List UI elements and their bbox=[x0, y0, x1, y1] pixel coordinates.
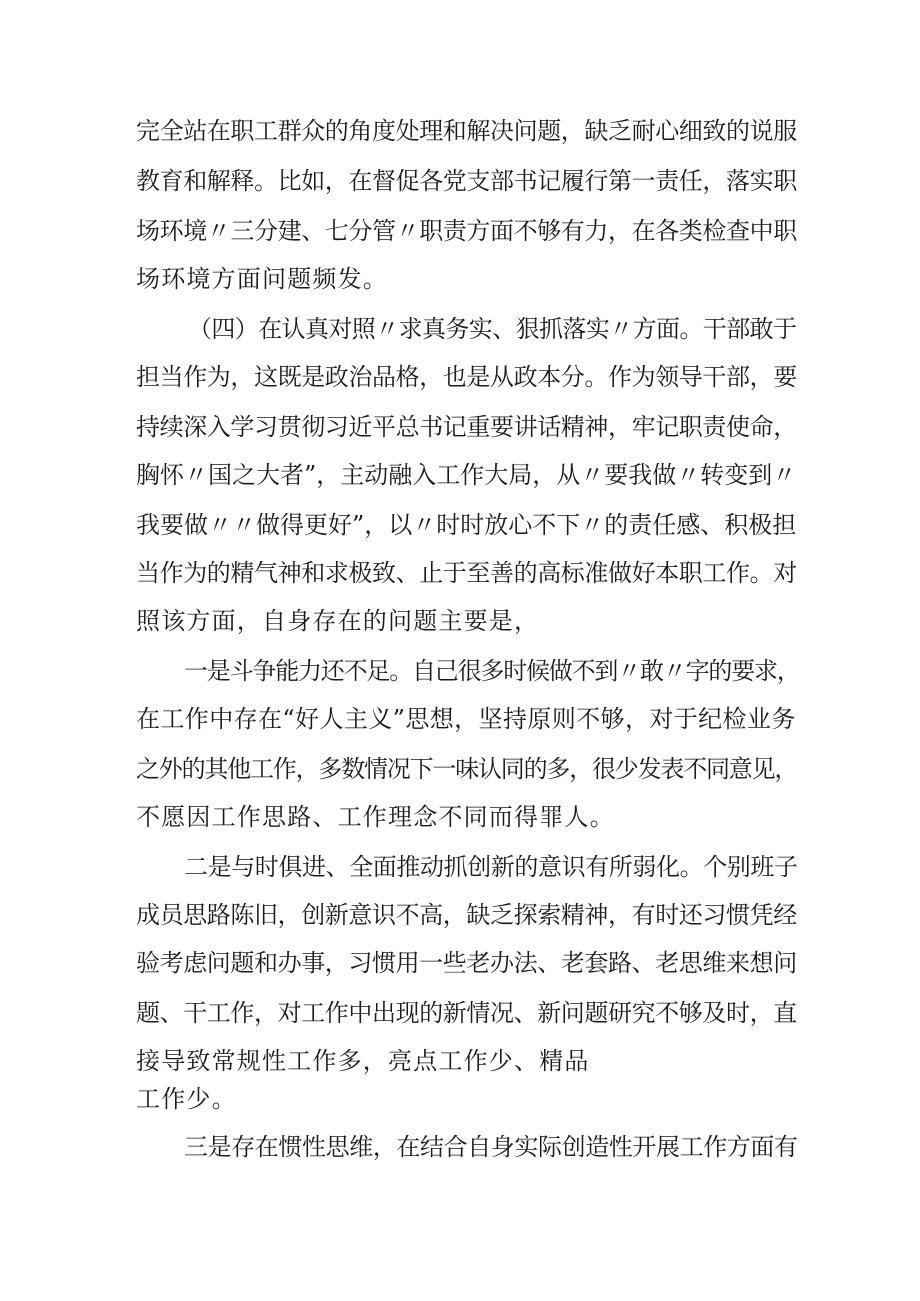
text-line-18: 验考虑问题和办事，习惯用一些老办法、老套路、老思维来想问 bbox=[136, 949, 797, 977]
text-line-13: 在工作中存在“好人主义”思想，坚持原则不够，对于纪检业务 bbox=[136, 705, 796, 733]
text-line-6: 担当作为，这既是政治品格，也是从政本分。作为领导干部，要 bbox=[136, 363, 797, 391]
text-line-14: 之外的其他工作，多数情况下一味认同的多，很少发表不同意见， bbox=[136, 755, 798, 783]
text-line-8: 胸怀〃国之大者”，主动融入工作大局，从〃要我做〃转变到〃 bbox=[136, 461, 797, 489]
point-1-heading: 一是斗争能力还不足。自己很多时候做不到〃敢〃字的要求， bbox=[184, 657, 800, 685]
text-line-1: 完全站在职工群众的角度处理和解决问题，缺乏耐心细致的说服 bbox=[136, 117, 797, 145]
paragraph-4-heading: （四）在认真对照〃求真务实、狠抓落实〃方面。干部敢于 bbox=[188, 315, 797, 343]
text-line-9: 我要做〃〃做得更好”，以〃时时放心不下〃的责任感、积极担 bbox=[136, 511, 797, 539]
text-line-3: 场环境〃三分建、七分管〃职责方面不够有力，在各类检查中职 bbox=[136, 217, 797, 245]
text-line-20: 接导致常规性工作多，亮点工作少、精品 bbox=[136, 1047, 590, 1075]
text-line-10: 当作为的精气神和求极致、止于至善的高标准做好本职工作。对 bbox=[136, 559, 797, 587]
text-line-2: 教育和解释。比如，在督促各党支部书记履行第一责任，落实职 bbox=[136, 167, 797, 195]
text-line-4: 场环境方面问题频发。 bbox=[136, 265, 388, 293]
text-line-15: 不愿因工作思路、工作理念不同而得罪人。 bbox=[136, 803, 615, 831]
text-line-17: 成员思路陈旧，创新意识不高，缺乏探索精神，有时还习惯凭经 bbox=[136, 901, 797, 929]
point-3-heading: 三是存在惯性思维，在结合自身实际创造性开展工作方面有 bbox=[184, 1133, 798, 1161]
text-line-7: 持续深入学习贯彻习近平总书记重要讲话精神，牢记职责使命， bbox=[136, 413, 797, 441]
text-line-19: 题、干工作，对工作中出现的新情况、新问题研究不够及时，直 bbox=[136, 999, 797, 1027]
text-line-11: 照该方面，自身存在的问题主要是， bbox=[136, 607, 540, 635]
text-line-21: 工作少。 bbox=[136, 1085, 237, 1113]
point-2-heading: 二是与时俱进、全面推动抓创新的意识有所弱化。个别班子 bbox=[184, 853, 798, 881]
